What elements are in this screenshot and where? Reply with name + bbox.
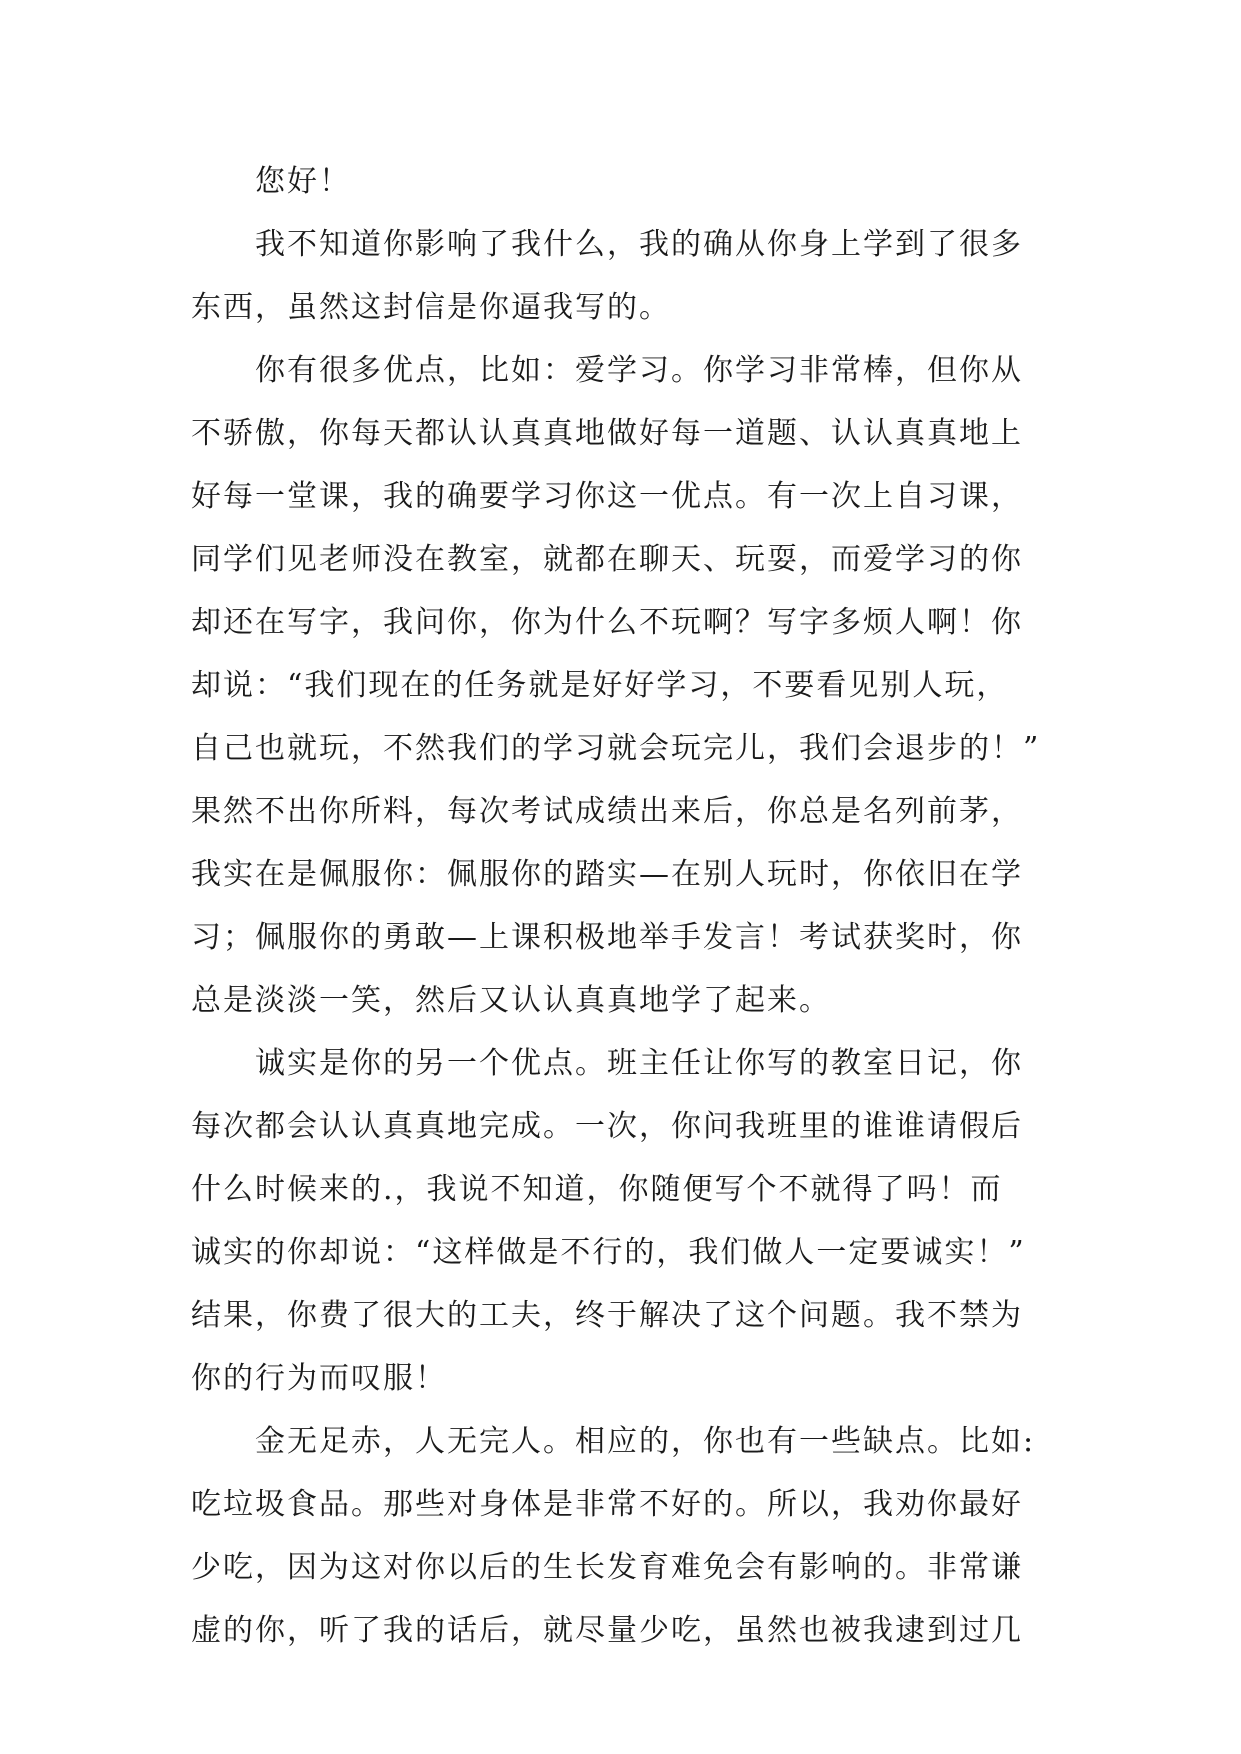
text-line: 金无足赤，人无完人。相应的，你也有一些缺点。比如: (255, 1424, 1036, 1459)
greeting: 您好！ (255, 164, 351, 199)
text-line: 自己也就玩，不然我们的学习就会玩完儿，我们会退步的！” (191, 731, 1041, 766)
text-line: 东西，虽然这封信是你逼我写的。 (191, 290, 671, 325)
text-line: 少吃，因为这对你以后的生长发育难免会有影响的。非常谦 (191, 1550, 1023, 1585)
text-line: 习；佩服你的勇敢—上课积极地举手发言！考试获奖时，你 (191, 920, 1023, 955)
text-line: 虚的你，听了我的话后，就尽量少吃，虽然也被我逮到过几 (191, 1613, 1023, 1648)
text-line: 同学们见老师没在教室，就都在聊天、玩耍，而爱学习的你 (191, 542, 1023, 577)
text-line: 好每一堂课，我的确要学习你这一优点。有一次上自习课， (191, 479, 1023, 514)
text-line: 不骄傲，你每天都认认真真地做好每一道题、认认真真地上 (191, 416, 1023, 451)
text-line: 结果，你费了很大的工夫，终于解决了这个问题。我不禁为 (191, 1298, 1023, 1333)
text-line: 我不知道你影响了我什么，我的确从你身上学到了很多 (255, 227, 1023, 262)
text-line: 你有很多优点，比如：爱学习。你学习非常棒，但你从 (255, 353, 1023, 388)
text-line: 每次都会认认真真地完成。一次，你问我班里的谁谁请假后 (191, 1109, 1023, 1144)
text-line: 吃垃圾食品。那些对身体是非常不好的。所以，我劝你最好 (191, 1487, 1023, 1522)
text-line: 总是淡淡一笑，然后又认认真真地学了起来。 (191, 983, 831, 1018)
text-line: 果然不出你所料，每次考试成绩出来后，你总是名列前茅， (191, 794, 1023, 829)
text-line: 你的行为而叹服！ (191, 1361, 447, 1396)
letter-body (191, 150, 1071, 1662)
text-line: 诚实的你却说：“这样做是不行的，我们做人一定要诚实！” (191, 1235, 1026, 1270)
text-line: 却说：“我们现在的任务就是好好学习，不要看见别人玩， (191, 668, 1009, 703)
text-line: 什么时候来的.，我说不知道，你随便写个不就得了吗！而 (191, 1172, 1003, 1207)
text-line: 我实在是佩服你：佩服你的踏实—在别人玩时，你依旧在学 (191, 857, 1023, 892)
text-line: 诚实是你的另一个优点。班主任让你写的教室日记，你 (255, 1046, 1023, 1081)
text-line: 却还在写字，我问你，你为什么不玩啊？写字多烦人啊！你 (191, 605, 1023, 640)
